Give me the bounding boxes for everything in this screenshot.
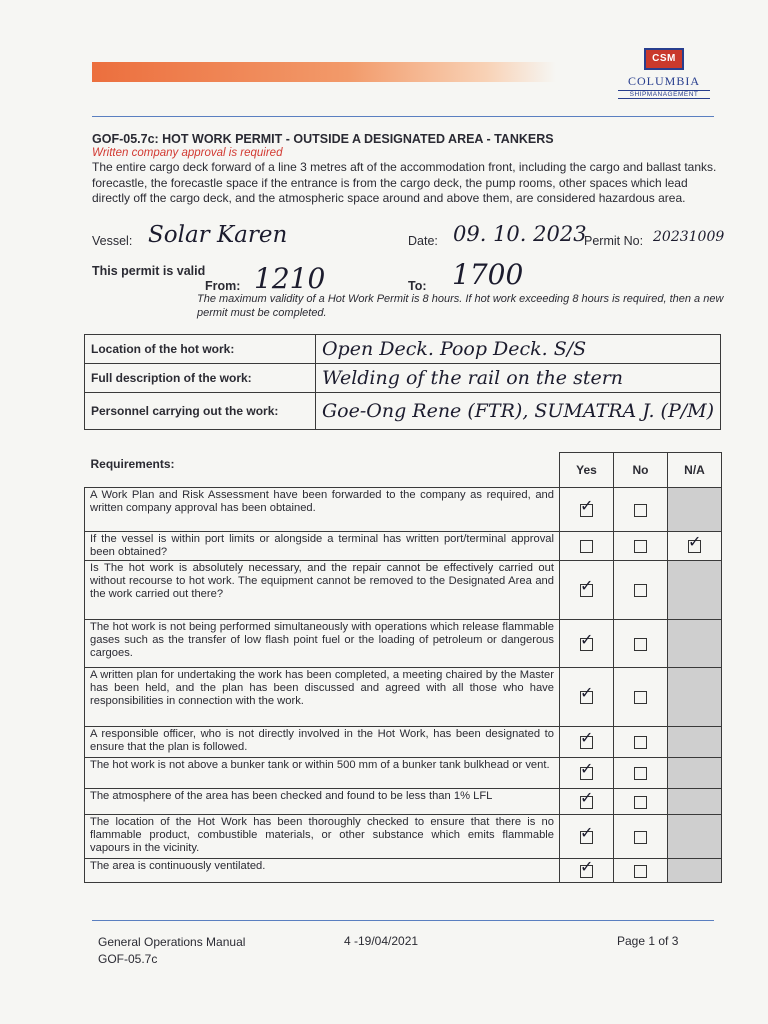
to-label: To: bbox=[408, 279, 427, 293]
requirement-no-checkbox[interactable] bbox=[634, 691, 647, 704]
header-color-bar bbox=[92, 62, 556, 82]
requirement-na-cell bbox=[668, 788, 722, 814]
work-location-label: Location of the hot work: bbox=[85, 335, 316, 364]
checkmark-icon: ✓ bbox=[580, 822, 594, 842]
requirement-no-checkbox[interactable] bbox=[634, 584, 647, 597]
requirements-body bbox=[85, 487, 722, 882]
approval-note: Written company approval is required bbox=[92, 147, 283, 159]
requirement-na-cell bbox=[668, 757, 722, 788]
requirement-text: The location of the Hot Work has been thoroughly checked to ensure that there is no flammable product, combustible materials, or other substance which emits flammable vapours in the vicinity. bbox=[85, 814, 560, 858]
company-logo bbox=[612, 48, 716, 104]
permit-number-field[interactable]: 20231009 bbox=[653, 229, 725, 245]
header-divider bbox=[92, 116, 714, 117]
work-details-table bbox=[84, 334, 721, 430]
date-label: Date: bbox=[408, 234, 438, 248]
checkmark-icon: ✓ bbox=[580, 576, 594, 595]
to-time-field[interactable]: 1700 bbox=[452, 258, 524, 291]
requirement-row bbox=[85, 814, 722, 858]
requirement-text: A Work Plan and Risk Assessment have been forwarded to the company as required, and written company approval has been obtained. bbox=[85, 487, 560, 531]
checkmark-icon: ✓ bbox=[688, 532, 702, 551]
requirement-yes-checkbox[interactable] bbox=[580, 540, 593, 553]
requirement-row bbox=[85, 531, 722, 560]
no-column-header: No bbox=[614, 453, 668, 488]
logo-mark-icon: CSM bbox=[644, 48, 684, 70]
requirement-row bbox=[85, 757, 722, 788]
work-description-label: Full description of the work: bbox=[85, 364, 316, 393]
work-personnel-label: Personnel carrying out the work: bbox=[85, 393, 316, 430]
requirement-yes-cell bbox=[560, 726, 614, 757]
requirements-heading: Requirements: bbox=[90, 456, 175, 471]
footer-form-code: GOF-05.7c bbox=[98, 952, 158, 966]
requirement-yes-checkbox[interactable] bbox=[580, 822, 594, 844]
requirement-yes-checkbox[interactable] bbox=[580, 576, 594, 597]
permit-number-label: Permit No: bbox=[584, 234, 644, 248]
requirement-text: The hot work is not being performed simultaneously with operations which release flammable gases such as the transfer of low flash point fuel or the loading of petroleum or dangerous cargoes. bbox=[85, 619, 560, 667]
requirement-no-checkbox[interactable] bbox=[634, 767, 647, 780]
requirement-no-checkbox[interactable] bbox=[634, 736, 647, 749]
logo-subtitle: SHIPMANAGEMENT bbox=[618, 90, 710, 99]
intro-paragraph: The entire cargo deck forward of a line 3 metres aft of the accommodation front, including the cargo and ballast tanks. forecastle, the forecastle space if the entrance is from the cargo deck, the pump rooms, other spaces which lead directly off the cargo deck, and the atmospheric space around and above them, are considered hazardous area. bbox=[92, 160, 717, 205]
requirement-row bbox=[85, 726, 722, 757]
requirement-na-cell bbox=[668, 487, 722, 531]
requirement-yes-checkbox[interactable] bbox=[580, 495, 594, 517]
requirement-na-cell bbox=[668, 531, 722, 560]
requirement-row bbox=[85, 858, 722, 882]
vessel-field[interactable]: Solar Karen bbox=[148, 222, 288, 248]
requirement-yes-cell bbox=[560, 757, 614, 788]
na-column-header: N/A bbox=[668, 453, 722, 488]
requirement-no-cell bbox=[614, 531, 668, 560]
requirement-text: If the vessel is within port limits or alongside a terminal has written port/terminal approval been obtained? bbox=[85, 531, 560, 560]
requirement-text: Is The hot work is absolutely necessary, and the repair cannot be effectively carried out without recourse to hot work. The equipment cannot be removed to the Designated Area and the work carried out there? bbox=[85, 560, 560, 619]
requirement-yes-cell bbox=[560, 667, 614, 726]
checkmark-icon: ✓ bbox=[580, 728, 594, 747]
requirement-row bbox=[85, 667, 722, 726]
requirement-no-cell bbox=[614, 757, 668, 788]
requirement-yes-checkbox[interactable] bbox=[580, 683, 594, 704]
requirement-no-cell bbox=[614, 858, 668, 882]
requirement-yes-cell bbox=[560, 788, 614, 814]
work-description-row bbox=[85, 364, 721, 393]
footer-revision: 4 -19/04/2021 bbox=[344, 934, 419, 948]
checkmark-icon: ✓ bbox=[580, 495, 594, 515]
work-personnel-field[interactable]: Goe-Ong Rene (FTR), SUMATRA J. (P/M) bbox=[315, 393, 720, 430]
document-title: GOF-05.7c: HOT WORK PERMIT - OUTSIDE A DESIGNATED AREA - TANKERS bbox=[92, 132, 554, 146]
requirement-na-cell bbox=[668, 858, 722, 882]
requirement-na-cell bbox=[668, 814, 722, 858]
requirement-no-cell bbox=[614, 726, 668, 757]
requirement-yes-checkbox[interactable] bbox=[580, 787, 594, 809]
requirement-row bbox=[85, 619, 722, 667]
requirement-no-cell bbox=[614, 619, 668, 667]
requirement-yes-checkbox[interactable] bbox=[580, 728, 594, 749]
requirements-header-row bbox=[85, 453, 722, 488]
footer-manual bbox=[98, 934, 245, 968]
requirement-row bbox=[85, 487, 722, 531]
requirement-yes-cell bbox=[560, 619, 614, 667]
requirement-no-checkbox[interactable] bbox=[634, 540, 647, 553]
requirement-na-cell bbox=[668, 560, 722, 619]
requirement-no-cell bbox=[614, 487, 668, 531]
requirement-na-cell bbox=[668, 726, 722, 757]
from-time-field[interactable]: 1210 bbox=[254, 262, 326, 295]
requirement-yes-cell bbox=[560, 814, 614, 858]
requirement-yes-cell bbox=[560, 858, 614, 882]
requirement-yes-checkbox[interactable] bbox=[580, 856, 594, 878]
work-location-row bbox=[85, 335, 721, 364]
checkmark-icon: ✓ bbox=[580, 629, 594, 649]
requirement-na-checkbox[interactable] bbox=[688, 532, 702, 553]
requirement-na-cell bbox=[668, 619, 722, 667]
requirement-no-checkbox[interactable] bbox=[634, 865, 647, 878]
work-personnel-row bbox=[85, 393, 721, 430]
footer-manual-title: General Operations Manual bbox=[98, 935, 246, 949]
requirements-table bbox=[84, 452, 722, 883]
from-label: From: bbox=[205, 279, 241, 293]
checkmark-icon: ✓ bbox=[580, 787, 594, 807]
logo-name: COLUMBIA bbox=[627, 74, 700, 88]
requirement-text: A responsible officer, who is not directly involved in the Hot Work, has been designated to ensure that the plan is followed. bbox=[85, 726, 560, 757]
requirement-row bbox=[85, 560, 722, 619]
requirement-text: A written plan for undertaking the work has been completed, a meeting chaired by the Master has been held, and the plan has been discussed and agreed with all those who have responsibilities in connection with the work. bbox=[85, 667, 560, 726]
work-description-field[interactable]: Welding of the rail on the stern bbox=[315, 364, 720, 393]
work-location-field[interactable]: Open Deck. Poop Deck. S/S bbox=[315, 335, 720, 364]
requirement-yes-checkbox[interactable] bbox=[580, 629, 594, 651]
requirement-yes-checkbox[interactable] bbox=[580, 759, 594, 780]
checkmark-icon: ✓ bbox=[580, 683, 594, 702]
requirement-no-checkbox[interactable] bbox=[634, 831, 647, 844]
checkmark-icon: ✓ bbox=[580, 856, 594, 876]
requirement-yes-cell bbox=[560, 560, 614, 619]
requirement-text: The area is continuously ventilated. bbox=[85, 858, 560, 882]
requirement-text: The atmosphere of the area has been checked and found to be less than 1% LFL bbox=[85, 788, 560, 814]
requirement-no-cell bbox=[614, 788, 668, 814]
requirement-no-checkbox[interactable] bbox=[634, 638, 647, 651]
requirement-no-cell bbox=[614, 667, 668, 726]
requirement-no-cell bbox=[614, 560, 668, 619]
requirement-no-cell bbox=[614, 814, 668, 858]
validity-label: This permit is valid bbox=[92, 264, 206, 278]
requirement-yes-cell bbox=[560, 487, 614, 531]
requirement-text: The hot work is not above a bunker tank or within 500 mm of a bunker tank bulkhead or vent. bbox=[85, 757, 560, 788]
footer-divider bbox=[92, 920, 714, 921]
footer-page-number: Page 1 of 3 bbox=[617, 934, 679, 948]
yes-column-header: Yes bbox=[560, 453, 614, 488]
vessel-label: Vessel: bbox=[92, 234, 133, 248]
validity-note: The maximum validity of a Hot Work Permit is 8 hours. If hot work exceeding 8 hours is required, then a new permit must be completed. bbox=[197, 293, 724, 319]
requirement-yes-cell bbox=[560, 531, 614, 560]
date-field[interactable]: 09. 10. 2023 bbox=[453, 222, 587, 246]
requirement-na-cell bbox=[668, 667, 722, 726]
checkmark-icon: ✓ bbox=[580, 759, 594, 778]
requirement-no-checkbox[interactable] bbox=[634, 796, 647, 809]
requirement-no-checkbox[interactable] bbox=[634, 504, 647, 517]
requirement-row bbox=[85, 788, 722, 814]
